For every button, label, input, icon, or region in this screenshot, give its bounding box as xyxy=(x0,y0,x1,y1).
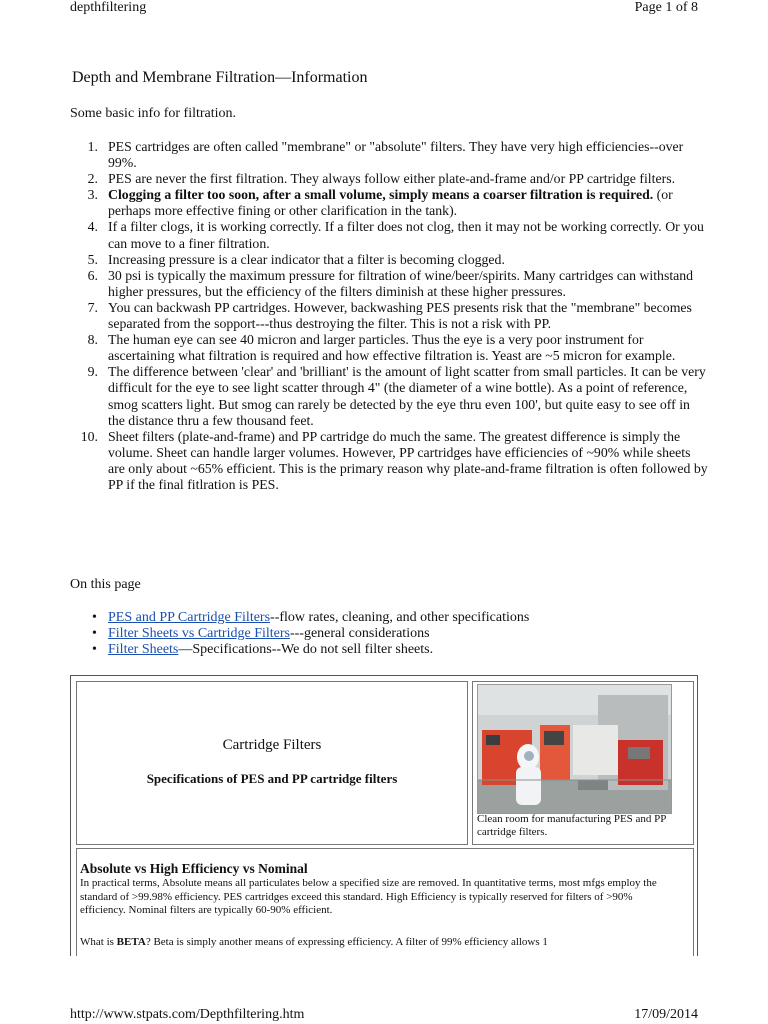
item-bold-text: Clogging a filter too soon, after a small volume, simply means a coarser filtration is required. xyxy=(108,187,654,203)
list-item xyxy=(70,300,710,332)
item-text: PES are never the first filtration. They always follow either plate-and-frame and/or PP cartridge filters. xyxy=(108,171,676,187)
list-item xyxy=(70,187,710,219)
list-item xyxy=(70,332,710,364)
header-site-name: depthfiltering xyxy=(70,0,147,15)
link-description: --flow rates, cleaning, and other specifications xyxy=(270,610,530,625)
beta-text: ? Beta is simply another means of expressing efficiency. A filter of 99% efficiency allows 1 xyxy=(145,936,548,948)
footer-url: http://www.stpats.com/Depthfiltering.htm xyxy=(70,1007,305,1022)
item-text: Sheet filters (plate-and-frame) and PP cartridge do much the same. The greatest difference is simply the volume. Sheet can handle larger volumes. However, PP cartridges have efficiencies of ~90% while sheets are only about ~65% efficient. This is the primary reason why plate-and-frame filtration is often followed by PP if the final fitlration is PES. xyxy=(108,428,708,492)
header-page-number: Page 1 of 8 xyxy=(634,0,698,15)
item-text: (or perhaps more effective fining or other clarification in the tank). xyxy=(108,187,673,219)
item-number: 2. xyxy=(87,171,98,187)
intro-text: Some basic info for filtration. xyxy=(70,106,237,121)
link-cartridge-filters[interactable]: PES and PP Cartridge Filters xyxy=(108,610,271,625)
link-item xyxy=(70,610,710,626)
page-title: Depth and Membrane Filtration—Information xyxy=(72,69,368,86)
item-text: You can backwash PP cartridges. However, backwashing PES presents risk that the "membrane" becomes separated from the sopport---thus destroying the filter. This is not a risk with PP. xyxy=(108,299,692,332)
bullet-icon: • xyxy=(92,642,97,657)
footer-date: 17/09/2014 xyxy=(634,1007,698,1022)
item-text: The difference between 'clear' and 'brilliant' is the amount of light scatter from small particles. It can be very difficult for the eye to see light scatter through 4" (the diameter of a wine bottle). As a point of reference, smog scatters light. But smog can rarely be detected by the eye thru even 100', but quite easy to see off in the distance thru a few thousand feet. xyxy=(108,364,706,428)
item-number: 9. xyxy=(87,364,98,380)
list-item xyxy=(70,252,710,268)
bullet-icon: • xyxy=(92,626,97,641)
list-item xyxy=(70,268,710,300)
list-item xyxy=(70,139,710,171)
list-item xyxy=(70,219,710,251)
link-filter-sheets[interactable]: Filter Sheets xyxy=(108,642,179,657)
list-item xyxy=(70,429,710,493)
link-sheets-vs-cartridges[interactable]: Filter Sheets vs Cartridge Filters xyxy=(108,626,290,641)
item-number: 7. xyxy=(87,299,98,315)
on-this-page-heading: On this page xyxy=(70,577,141,592)
photo-caption: Clean room for manufacturing PES and PP cartridge filters. xyxy=(477,813,667,838)
link-item xyxy=(70,626,710,642)
item-text: If a filter clogs, it is working correctly. If a filter does not clog, then it may not be working correctly. Or you can move to a finer filtration. xyxy=(108,219,704,251)
page-links-list xyxy=(70,610,710,658)
link-description: ---general considerations xyxy=(289,626,430,641)
beta-term: BETA xyxy=(116,936,146,948)
filtration-info-list xyxy=(70,139,710,493)
clean-room-photo xyxy=(477,684,672,814)
absolute-section-title: Absolute vs High Efficiency vs Nominal xyxy=(80,861,308,876)
item-text: 30 psi is typically the maximum pressure for filtration of wine/beer/spirits. Many cartridges can withstand higher pressures, but the efficiency of the filters diminish at these higher pressures. xyxy=(108,267,694,299)
link-description: —Specifications--We do not sell filter sheets. xyxy=(178,642,434,657)
item-text: Increasing pressure is a clear indicator that a filter is becoming clogged. xyxy=(108,251,505,267)
item-number: 6. xyxy=(87,267,98,283)
cartridge-filters-title: Cartridge Filters xyxy=(222,737,322,753)
clean-room-image xyxy=(478,685,671,813)
beta-prefix: What is xyxy=(80,936,117,948)
cartridge-title-cell xyxy=(76,681,468,845)
link-item xyxy=(70,642,710,658)
item-number: 1. xyxy=(87,139,98,154)
item-number: 8. xyxy=(87,332,98,348)
item-text: The human eye can see 40 micron and larger particles. Thus the eye is a very poor instrument for ascertaining what filtration is required and how effective filtration is. Yeast are ~5 micron for example. xyxy=(108,332,676,364)
item-number: 4. xyxy=(87,219,98,235)
item-text: PES cartridges are often called "membrane" or "absolute" filters. They have very high efficiencies--over 99%. xyxy=(108,139,684,171)
cartridge-filters-subtitle: Specifications of PES and PP cartridge filters xyxy=(146,771,398,786)
list-item xyxy=(70,171,710,187)
bullet-icon: • xyxy=(92,610,97,625)
absolute-section-body: In practical terms, Absolute means all particulates below a specified size are removed. In quantitative terms, most mfgs employ the standard of >99.98% efficiency. PES cartridges exceed this standard. High Efficiency is typically reserved for filters of >90% efficiency. Nominal filters are typically 60-90% efficient. xyxy=(80,877,657,916)
item-number: 3. xyxy=(87,187,98,203)
item-number: 5. xyxy=(87,251,98,267)
beta-paragraph xyxy=(80,936,680,950)
item-number: 10. xyxy=(80,428,98,444)
list-item xyxy=(70,364,710,428)
